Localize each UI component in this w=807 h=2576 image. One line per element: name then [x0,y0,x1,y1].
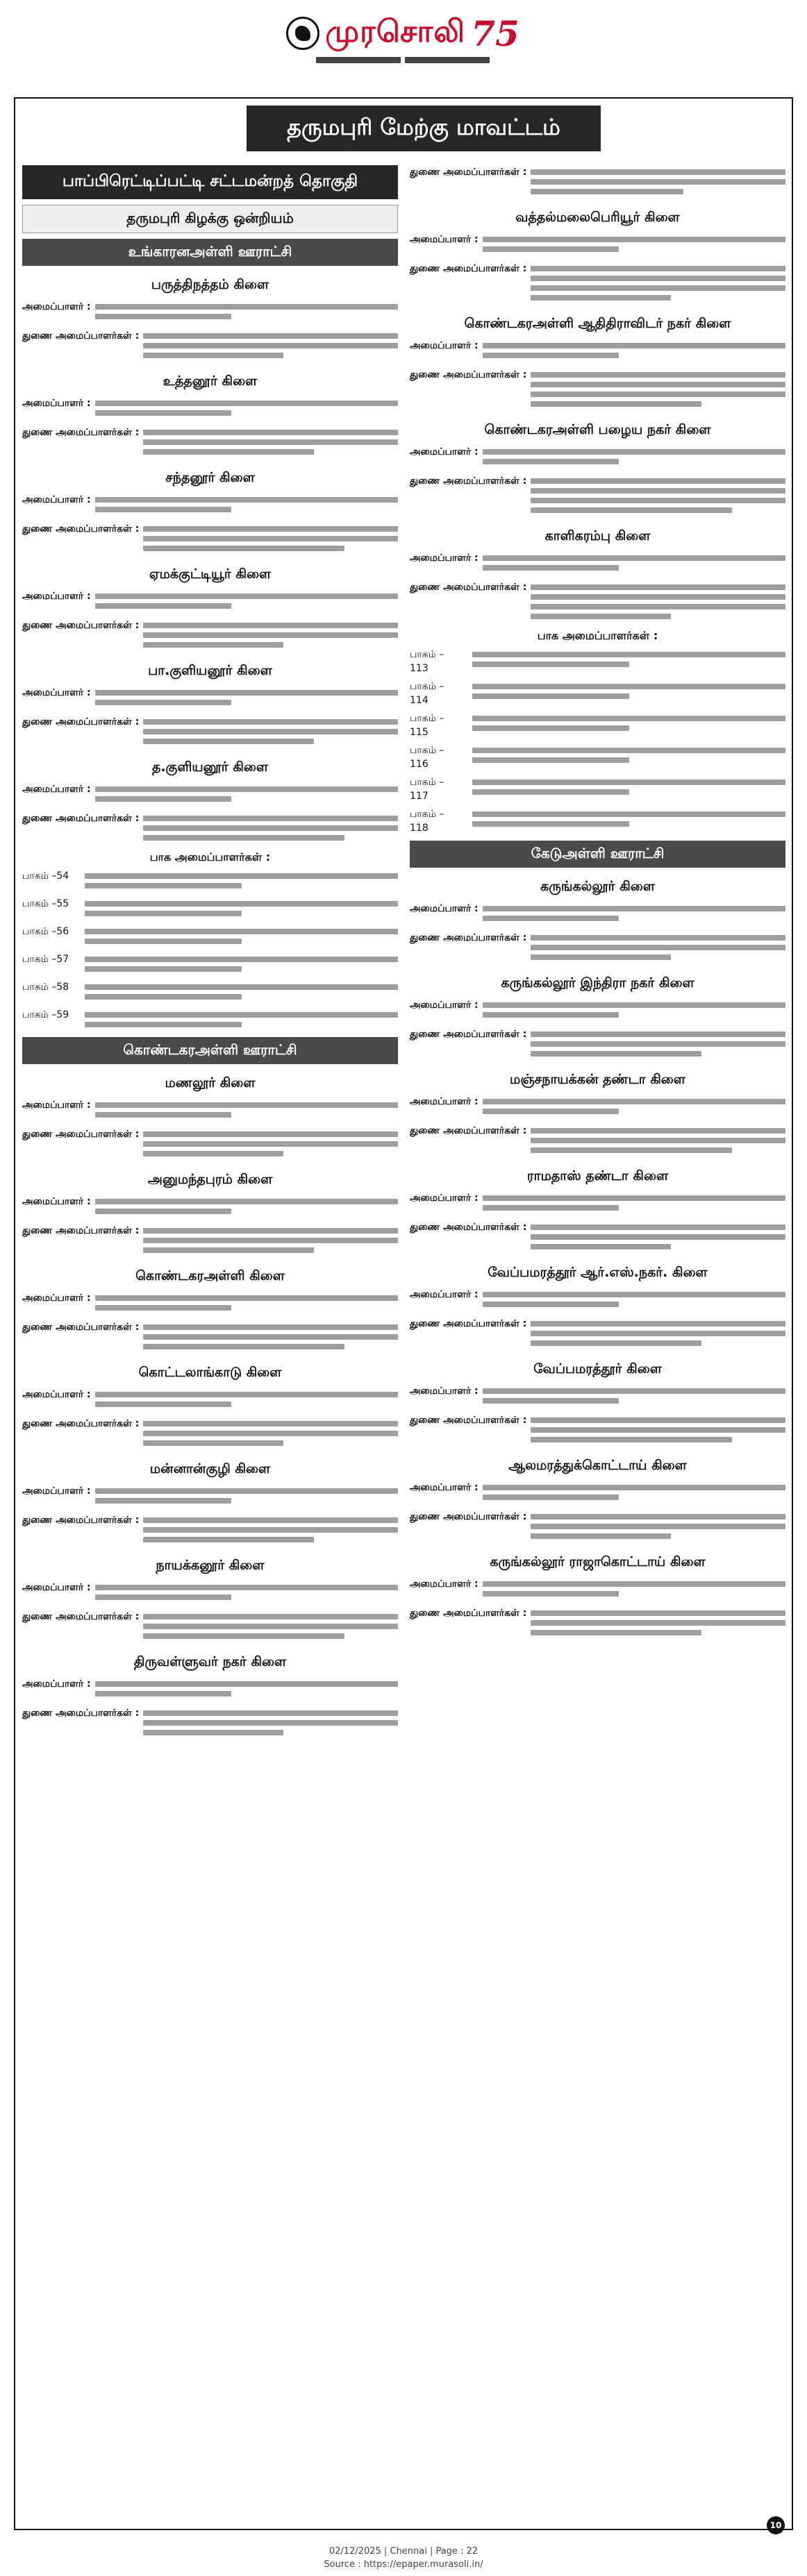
branch-heading: பா.குளியனூர் கிளை [148,663,272,678]
role-label: அமைப்பாளர் : [22,1389,91,1400]
masthead [0,0,807,64]
organiser-entry [22,811,398,845]
text-lines [472,807,785,831]
text-lines [531,1027,785,1061]
text-lines [531,1220,785,1254]
branch-list [22,277,398,845]
text-lines [95,1195,398,1218]
role-label: துணை அமைப்பாளர்கள் : [410,475,527,487]
branch-heading: வத்தல்மலைபெரியூர் கிளை [515,210,680,225]
branch-heading: ஏமக்குட்டியூர் கிளை [149,566,272,582]
text-lines [483,1384,785,1408]
part-label: பாகம் – 117 [410,777,444,802]
part-row [410,680,785,707]
role-label: துணை அமைப்பாளர்கள் : [22,1418,140,1429]
organiser-entry [410,1413,785,1447]
part-row [22,869,398,893]
text-lines [95,1388,398,1411]
text-lines [95,396,398,420]
branch-heading: மஞ்சநாயக்கன் தண்டா கிளை [510,1072,685,1087]
role-label: துணை அமைப்பாளர்கள் : [410,932,527,943]
part-row [410,775,785,803]
part-row [22,952,398,976]
role-label: துணை அமைப்பாளர்கள் : [22,1225,140,1236]
organiser-entry [22,686,398,709]
organiser-entry [410,1288,785,1311]
text-lines [472,775,785,799]
newspaper-logo [247,10,559,57]
text-lines [85,952,398,976]
text-lines [85,897,398,920]
emblem-icon [286,17,319,50]
organiser-entry [410,1095,785,1118]
text-lines [95,1484,398,1508]
role-label: துணை அமைப்பாளர்கள் : [22,1611,140,1622]
branch-heading: கொண்டகரஅள்ளி கிளை [135,1268,285,1283]
text-lines [143,618,398,652]
organiser-entry [22,1388,398,1411]
part-row [410,648,785,675]
organiser-entry [410,1317,785,1350]
organiser-entry [410,262,785,305]
footer [0,2545,807,2571]
role-label: அமைப்பாளர் : [410,1579,479,1590]
text-lines [531,931,785,964]
organiser-entry [22,426,398,459]
role-label: துணை அமைப்பாளர்கள் : [22,427,140,438]
role-label: துணை அமைப்பாளர்கள் : [22,813,140,824]
organiser-entry [22,1513,398,1547]
role-label: அமைப்பாளர் : [410,1096,479,1107]
role-label: துணை அமைப்பாளர்கள் : [410,1318,527,1329]
role-label: அமைப்பாளர் : [410,1482,479,1493]
text-lines [531,165,785,199]
role-label: அமைப்பாளர் : [22,591,91,602]
text-lines [531,1124,785,1157]
part-organisers-heading: பாக அமைப்பாளர்கள் : [149,850,271,864]
organiser-entry [410,1577,785,1601]
organiser-entry [410,998,785,1022]
text-lines [143,811,398,845]
role-label: அமைப்பாளர் : [410,1193,479,1204]
role-label: அமைப்பாளர் : [410,446,479,457]
branch-heading: மன்னான்குழி கிளை [149,1461,271,1476]
text-lines [472,648,785,671]
role-label: அமைப்பாளர் : [410,1386,479,1397]
branch-heading: மணலூர் கிளை [165,1075,256,1091]
part-label: பாகம் – 116 [410,745,444,770]
role-label: துணை அமைப்பாளர்கள் : [22,716,140,727]
organiser-entry [410,580,785,623]
organiser-entry [410,1510,785,1543]
branch-heading: நாயக்கனூர் கிளை [156,1558,265,1573]
role-label: அமைப்பாளர் : [22,1485,91,1497]
role-label: துணை அமைப்பாளர்கள் : [22,1515,140,1526]
logo-text: முரசொலி [325,13,466,49]
part-label: பாகம் –59 [22,1009,69,1020]
text-lines [483,902,785,925]
text-lines [472,680,785,703]
text-lines [85,1008,398,1032]
text-lines [143,1320,398,1354]
edition-bar [316,57,490,63]
organiser-entry [410,1384,785,1408]
branch-heading: கொண்டகரஅள்ளி பழைய நகர் கிளை [484,422,711,437]
text-lines [95,493,398,516]
text-lines [483,1481,785,1504]
role-label: துணை அமைப்பாளர்கள் : [410,167,527,178]
part-organisers-heading: பாக அமைப்பாளர்கள் : [537,629,658,642]
part-label: பாகம் –58 [22,982,69,993]
role-label: அமைப்பாளர் : [410,340,479,351]
text-lines [483,551,785,575]
organiser-entry [22,1581,398,1604]
branch-heading: த.குளியனூர் கிளை [151,759,269,775]
branch-heading: பருத்திநத்தம் கிளை [151,277,269,292]
organiser-entry [22,1706,398,1740]
text-lines [531,368,785,411]
part-label: பாகம் – 114 [410,681,444,706]
role-label: அமைப்பாளர் : [22,1678,91,1690]
role-label: துணை அமைப்பாளர்கள் : [410,1125,527,1136]
part-label: பாகம் –55 [22,898,69,909]
text-lines [143,1513,398,1547]
branch-heading: கருங்கல்லூர் கிளை [540,879,655,894]
role-label: அமைப்பாளர் : [410,1289,479,1300]
role-label: அமைப்பாளர் : [22,1100,91,1111]
right-column [410,165,785,1645]
role-label: துணை அமைப்பாளர்கள் : [410,1511,527,1522]
role-label: அமைப்பாளர் : [22,687,91,698]
branch-heading: ராமதாஸ் தண்டா கிளை [526,1168,669,1184]
organiser-entry [410,1027,785,1061]
text-lines [143,522,398,555]
part-list [410,648,785,835]
organiser-entry [22,1224,398,1257]
deputy-entry [410,165,785,199]
role-label: அமைப்பாளர் : [410,903,479,914]
branch-list [410,879,785,1640]
role-label: துணை அமைப்பாளர்கள் : [410,263,527,274]
branch-heading: அனுமந்தபுரம் கிளை [147,1172,273,1187]
part-row [410,807,785,835]
text-lines [531,1510,785,1543]
text-lines [483,1095,785,1118]
branch-heading: சந்தனூர் கிளை [165,470,255,485]
text-lines [95,782,398,806]
role-label: துணை அமைப்பாளர்கள் : [410,369,527,380]
role-label: அமைப்பாளர் : [22,1293,91,1304]
branch-heading: திருவள்ளுவர் நகர் கிளை [133,1654,287,1669]
organiser-entry [410,1124,785,1157]
role-label: அமைப்பாளர் : [410,1000,479,1011]
role-label: அமைப்பாளர் : [22,1582,91,1593]
panchayat-title: உங்காரனஅள்ளி ஊராட்சி [22,239,398,266]
organiser-entry [410,1191,785,1215]
part-label: பாகம் –56 [22,926,69,937]
role-label: துணை அமைப்பாளர்கள் : [22,330,140,342]
part-list [22,869,398,1032]
text-lines [143,1706,398,1740]
text-lines [483,339,785,362]
text-lines [95,1581,398,1604]
organiser-entry [22,1291,398,1315]
part-label: பாகம் – 113 [410,649,444,674]
constituency-title: பாப்பிரெட்டிப்பட்டி சட்டமன்றத் தொகுதி [22,165,398,199]
organiser-entry [410,551,785,575]
part-row [22,897,398,920]
text-lines [143,1417,398,1450]
branch-heading: வேப்பமரத்தூர் ஆர்.எஸ்.நகர். கிளை [488,1265,708,1280]
text-lines [531,1606,785,1640]
anniversary-mark: 75 [471,12,519,54]
branch-heading: காளிகரம்பு கிளை [544,528,651,544]
organiser-entry [22,493,398,516]
organiser-entry [410,368,785,411]
text-lines [472,743,785,767]
text-lines [95,686,398,709]
branch-heading: கருங்கல்லூர் ராஜாகொட்டாய் கிளை [490,1554,706,1569]
text-lines [95,1677,398,1701]
organiser-entry [22,1417,398,1450]
part-row [410,712,785,739]
role-label: துணை அமைப்பாளர்கள் : [410,1222,527,1233]
role-label: துணை அமைப்பாளர்கள் : [22,1322,140,1333]
part-label: பாகம் –54 [22,870,69,882]
text-lines [143,1224,398,1257]
role-label: துணை அமைப்பாளர்கள் : [410,1415,527,1426]
page-badge: 10 [767,2516,785,2534]
panchayat-title: கேடுஅள்ளி ஊராட்சி [410,841,785,868]
text-lines [85,925,398,948]
organiser-entry [22,1677,398,1701]
organiser-entry [410,1220,785,1254]
part-label: பாகம் – 115 [410,713,444,738]
role-label: துணை அமைப்பாளர்கள் : [410,1608,527,1619]
text-lines [85,980,398,1004]
branch-heading: கருங்கல்லூர் இந்திரா நகர் கிளை [501,975,694,991]
role-label: துணை அமைப்பாளர்கள் : [410,582,527,593]
text-lines [95,1098,398,1122]
role-label: துணை அமைப்பாளர்கள் : [22,1708,140,1719]
text-lines [143,1610,398,1643]
text-lines [143,329,398,362]
role-label: அமைப்பாளர் : [410,234,479,245]
organiser-entry [22,1195,398,1218]
branch-list [410,210,785,623]
text-lines [143,426,398,459]
text-lines [483,445,785,469]
organiser-entry [22,782,398,806]
text-lines [531,262,785,305]
text-lines [143,1127,398,1161]
organiser-entry [410,233,785,256]
part-row [22,925,398,948]
union-title: தருமபுரி கிழக்கு ஒன்றியம் [22,205,398,233]
branch-heading: கொண்டகரஅள்ளி ஆதிதிராவிடர் நகர் கிளை [464,316,731,331]
organiser-entry [22,1610,398,1643]
text-lines [531,580,785,623]
role-label: துணை அமைப்பாளர்கள் : [410,1029,527,1040]
branch-heading: உத்தனூர் கிளை [163,373,258,389]
text-lines [143,715,398,748]
organiser-entry [22,300,398,323]
footer-source: Source : https://epaper.murasoli.in/ [324,2559,483,2570]
organiser-entry [22,1484,398,1508]
footer-date: 02/12/2025 | Chennai | Page : 22 [328,2546,479,2557]
organiser-entry [22,522,398,555]
role-label: அமைப்பாளர் : [22,494,91,505]
organiser-entry [22,396,398,420]
text-lines [483,1191,785,1215]
role-label: அமைப்பாளர் : [22,398,91,409]
role-label: துணை அமைப்பாளர்கள் : [22,1129,140,1140]
organiser-entry [410,931,785,964]
organiser-entry [22,1098,398,1122]
text-lines [95,300,398,323]
text-lines [95,1291,398,1315]
organiser-entry [410,1606,785,1640]
text-lines [531,1413,785,1447]
organiser-entry [410,474,785,517]
text-lines [85,869,398,893]
text-lines [472,712,785,735]
organiser-entry [22,589,398,613]
organiser-entry [410,445,785,469]
organiser-entry [410,339,785,362]
role-label: அமைப்பாளர் : [410,553,479,564]
branch-heading: ஆலமரத்துக்கொட்டாய் கிளை [508,1458,687,1473]
part-row [410,743,785,771]
branch-heading: கொட்டலாங்காடு கிளை [138,1365,282,1380]
left-column [22,165,398,1745]
organiser-entry [410,902,785,925]
text-lines [483,998,785,1022]
role-label: துணை அமைப்பாளர்கள் : [22,523,140,534]
text-lines [483,1288,785,1311]
text-lines [95,589,398,613]
branch-heading: வேப்பமரத்தூர் கிளை [533,1361,662,1377]
role-label: அமைப்பாளர் : [22,1196,91,1207]
text-lines [483,233,785,256]
part-row [22,1008,398,1032]
part-label: பாகம் –57 [22,954,69,965]
text-lines [531,474,785,517]
text-lines [483,1577,785,1601]
organiser-entry [22,329,398,362]
organiser-entry [22,618,398,652]
role-label: அமைப்பாளர் : [22,301,91,312]
district-title: தருமபுரி மேற்கு மாவட்டம் [247,106,601,151]
part-label: பாகம் – 118 [410,809,444,834]
part-row [22,980,398,1004]
organiser-entry [22,1127,398,1161]
branch-list [22,1075,398,1740]
text-lines [531,1317,785,1350]
panchayat-title: கொண்டகரஅள்ளி ஊராட்சி [22,1037,398,1064]
organiser-entry [22,715,398,748]
role-label: துணை அமைப்பாளர்கள் : [22,620,140,631]
organiser-entry [22,1320,398,1354]
organiser-entry [410,1481,785,1504]
role-label: அமைப்பாளர் : [22,784,91,795]
